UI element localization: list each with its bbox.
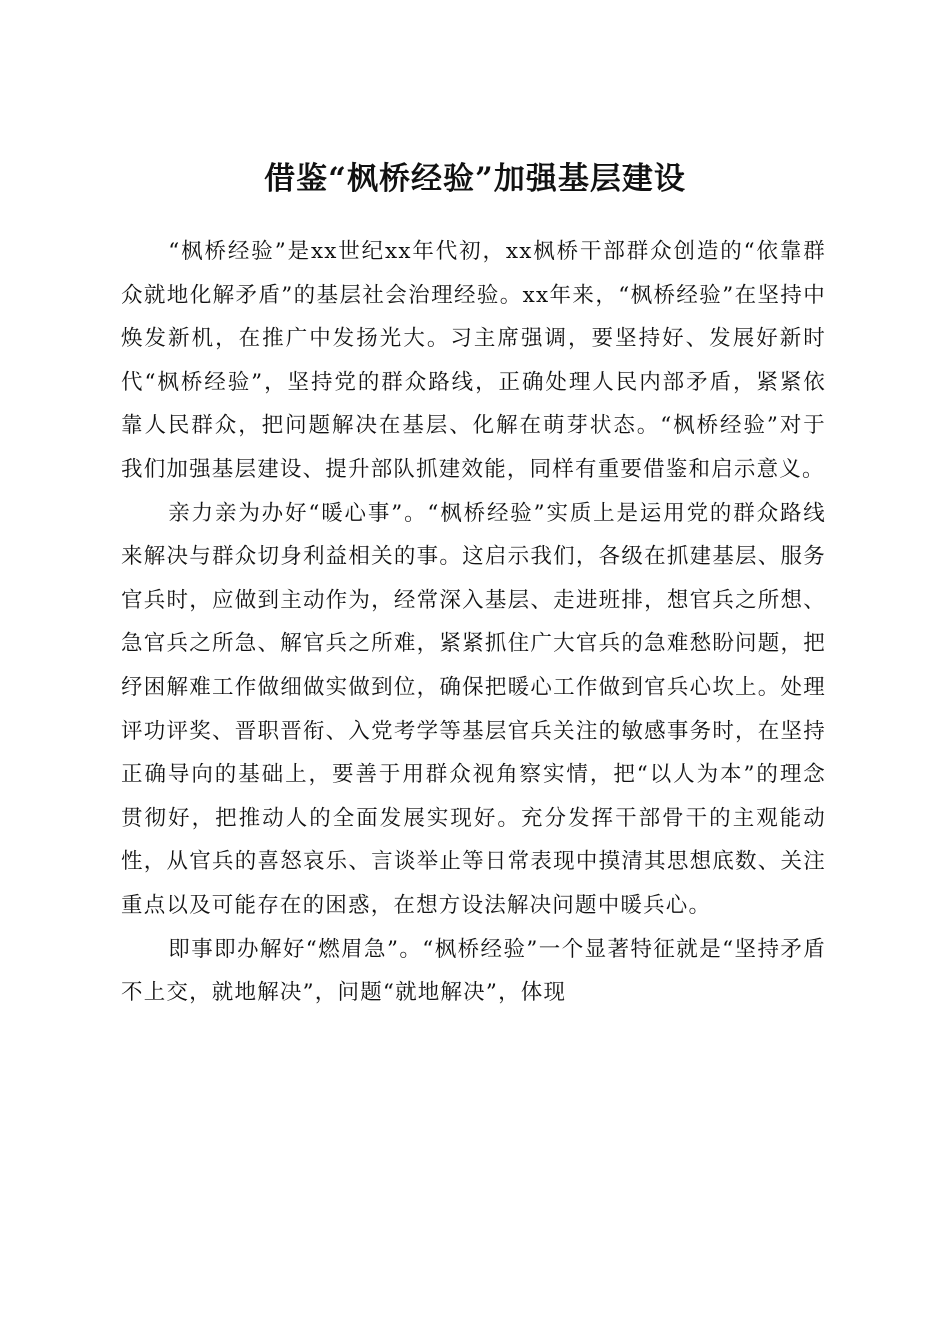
document-title: 借鉴“枫桥经验”加强基层建设 xyxy=(264,160,686,197)
document-body xyxy=(121,230,826,1015)
paragraph-warm-heart: 亲力亲为办好“暖心事”。“枫桥经验”实质上是运用党的群众路线来解决与群众切身利益相关的事。这启示我们，各级在抓建基层、服务官兵时，应做到主动作为，经常深入基层、走进班排，想官兵之所想、急官兵之所急、解官兵之所难，紧紧抓住广大官兵的急难愁盼问题，把纾困解难工作做细做实做到位，确保把暖心工作做到官兵心坎上。处理评功评奖、晋职晋衔、入党考学等基层官兵关注的敏感事务时，在坚持正确导向的基础上，要善于用群众视角察实情，把“以人为本”的理念贯彻好，把推动人的全面发展实现好。充分发挥干部骨干的主观能动性，从官兵的喜怒哀乐、言谈举止等日常表现中摸清其思想底数、关注重点以及可能存在的困惑，在想方设法解决问题中暖兵心。 xyxy=(121,500,826,918)
paragraph-intro: “枫桥经验”是xx世纪xx年代初，xx枫桥干部群众创造的“依靠群众就地化解矛盾”的基层社会治理经验。xx年来，“枫桥经验”在坚持中焕发新机，在推广中发扬光大。习主席强调，要坚持好、发展好新时代“枫桥经验”，坚持党的群众路线，正确处理人民内部矛盾，紧紧依靠人民群众，把问题解决在基层、化解在萌芽状态。“枫桥经验”对于我们加强基层建设、提升部队抓建效能，同样有重要借鉴和启示意义。 xyxy=(121,239,826,482)
paragraph-urgent-matters: 即事即办解好“燃眉急”。“枫桥经验”一个显著特征就是“坚持矛盾不上交，就地解决”，问题“就地解决”，体现 xyxy=(121,936,826,1006)
